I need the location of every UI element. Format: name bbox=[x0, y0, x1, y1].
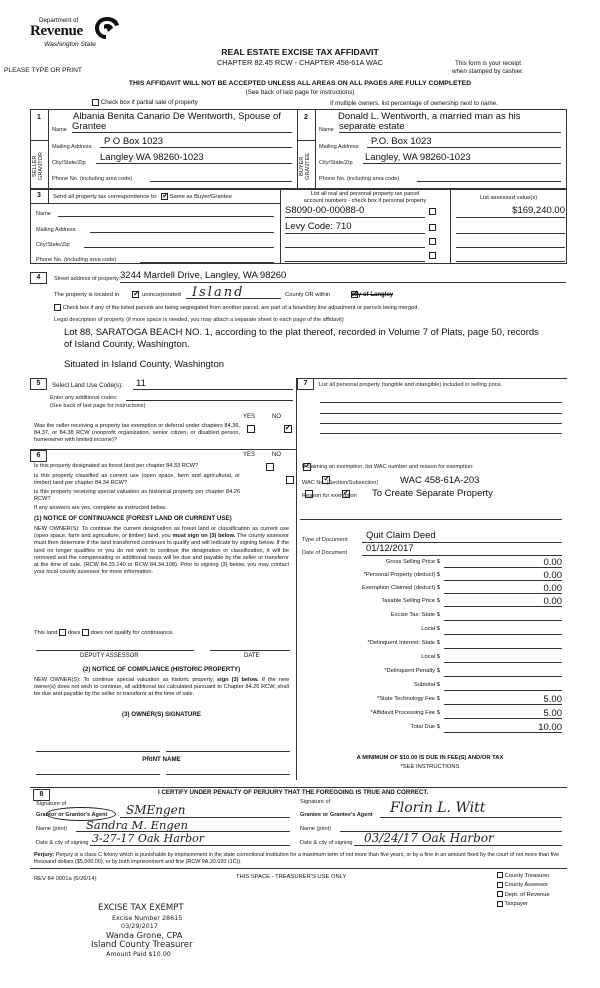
buyer-city-label: City/State/Zip bbox=[319, 160, 353, 166]
seller-mailing-value: P O Box 1023 bbox=[104, 136, 163, 147]
property-location-row bbox=[54, 287, 574, 301]
send-correspondence-label: Send all property tax correspondence to: bbox=[53, 194, 158, 201]
delinquent-interest-local-row: Local $ bbox=[300, 652, 562, 664]
logo-name-text: Revenue bbox=[30, 23, 83, 39]
completion-warning: THIS AFFIDAVIT WILL NOT BE ACCEPTED UNLESS ALL AREAS ON ALL PAGES ARE FULLY COMPLETED bbox=[128, 80, 472, 87]
sec5-exemption-question: Was the seller receiving a property tax exemption or deferral under chapters 84.36, 84.37, or 84.38 RCW (nonprofit organization, senior citizen, or disabled person, homeowner with limited income)? bbox=[34, 423, 240, 444]
personal-property-deduct-field[interactable]: 0.00 bbox=[444, 570, 562, 581]
exemption-extra-line[interactable] bbox=[300, 514, 562, 520]
affidavit-processing-fee-row: *Affidavit Processing Fee $ 5.00 bbox=[370, 708, 562, 719]
buyer-grantee-label: BUYER GRANTEE bbox=[299, 152, 311, 180]
additional-codes-field[interactable] bbox=[126, 391, 293, 401]
exemption-claimed-field[interactable]: 0.00 bbox=[444, 583, 562, 594]
delinquent-interest-state-row: *Delinquent Interest: State $ bbox=[300, 638, 562, 650]
street-address-field[interactable] bbox=[120, 270, 566, 283]
grantor-date-value: 3-27-17 Oak Harbor bbox=[92, 832, 204, 845]
grantor-signature-label-2: Grantor or Grantor's Agent bbox=[36, 812, 108, 818]
sec1-num-divider bbox=[30, 140, 48, 141]
doc-date-label: Date of Document bbox=[302, 550, 348, 556]
partial-sale-checkbox[interactable] bbox=[92, 99, 99, 106]
located-in-label: The property is located in bbox=[54, 292, 120, 298]
delinquent-interest-local-field[interactable] bbox=[444, 652, 562, 663]
affidavit-processing-fee-field[interactable]: 5.00 bbox=[444, 708, 562, 719]
exemption-claim-label: If claiming an exemption, list WAC number and reason for exemption: bbox=[302, 464, 474, 470]
personal-property-line-4[interactable] bbox=[320, 428, 562, 434]
grantor-name-label: Name (print) bbox=[36, 826, 68, 832]
parcel-row bbox=[285, 221, 565, 235]
corr-phone-label: Phone No. (including area code) bbox=[36, 257, 117, 263]
sec5-yes-header: YES bbox=[243, 414, 256, 420]
unincorporated-label: unincorporated bbox=[142, 292, 181, 298]
buyer-phone-field[interactable] bbox=[417, 172, 561, 182]
buyer-city-field[interactable] bbox=[363, 152, 561, 164]
dor-swirl-logo-icon bbox=[94, 16, 120, 40]
stamp-treasurer-name: Wanda Grone, CPA bbox=[106, 930, 183, 940]
form-title: REAL ESTATE EXCISE TAX AFFIDAVIT bbox=[221, 47, 379, 57]
does-not-qualify-checkbox[interactable] bbox=[82, 629, 89, 636]
exemption-reason-value[interactable]: To Create Separate Property bbox=[372, 488, 493, 499]
doc-type-value: Quit Claim Deed bbox=[366, 530, 436, 541]
legal-description-line2: of Island County, Washington. bbox=[64, 339, 190, 350]
copy-county-assessor-checkbox[interactable] bbox=[497, 882, 503, 888]
correspondence-option bbox=[53, 193, 232, 200]
sec1-side-divider bbox=[48, 109, 49, 189]
assessor-date-line[interactable] bbox=[210, 645, 290, 651]
seller-mailing-label: Mailing Address bbox=[52, 144, 92, 150]
personal-property-checkbox[interactable] bbox=[429, 238, 436, 245]
land-use-value: 11 bbox=[136, 378, 146, 389]
grantee-signature-field[interactable] bbox=[380, 800, 562, 818]
additional-codes-note: (See back of last page for instructions) bbox=[50, 403, 146, 409]
treasurer-stamp bbox=[88, 903, 228, 958]
section-1-number: 1 bbox=[37, 114, 41, 121]
county-or-within-label: County OR within bbox=[285, 292, 331, 298]
exemption-reason-label: Reason for exemption bbox=[302, 493, 357, 499]
sec6-no-header: NO bbox=[272, 452, 281, 458]
state-technology-fee-field[interactable]: 5.00 bbox=[444, 694, 562, 705]
treasurer-use-only: THIS SPACE - TREASURER'S USE ONLY bbox=[236, 874, 347, 880]
owner-signature-line-1[interactable] bbox=[36, 746, 160, 752]
seller-name-line1: Albania Benita Canario De Wentworth, Spouse of bbox=[73, 111, 281, 122]
parcel-header: List all real and personal property tax parcel account numbers - check box if personal property bbox=[303, 191, 427, 204]
sec5-no-checkbox[interactable] bbox=[284, 425, 292, 433]
gross-selling-price-row: Gross Selling Price $ 0.00 bbox=[385, 557, 562, 568]
parcel-row bbox=[285, 205, 565, 219]
section-2-number: 2 bbox=[304, 114, 308, 121]
personal-property-checkbox[interactable] bbox=[429, 252, 436, 259]
section-5-number: 5 bbox=[30, 378, 47, 390]
sec5-yes-checkbox[interactable] bbox=[247, 425, 255, 433]
section-8-number: 8 bbox=[33, 789, 50, 801]
same-as-buyer-checkbox[interactable] bbox=[161, 193, 168, 200]
wac-label: WAC No. (Section/Subsection) bbox=[302, 480, 379, 486]
does-not-label: does not qualify for continuance. bbox=[90, 630, 175, 637]
doc-type-label: Type of Document bbox=[302, 537, 348, 543]
partial-sale-label: Check box if partial sale of property bbox=[100, 99, 198, 107]
seller-mailing-field[interactable] bbox=[100, 136, 292, 148]
additional-codes-label: Enter any additional codes: bbox=[50, 395, 118, 401]
perjury-notice: Perjury: Perjury is a class C felony which is punishable by imprisonment in the state correctional institution for a maximum term of not more than five years, or by a fine in an amount fixed by the court of not more than five thousand dollars ($5,000.00), or by both imprisonment and fine (RCW 9A.20.020 (1C)). bbox=[34, 852, 559, 865]
corr-mailing-label: Mailing Address bbox=[36, 227, 76, 233]
sec2-num-divider bbox=[297, 140, 315, 141]
legal-description-line3: Situated in Island County, Washington bbox=[64, 359, 225, 370]
buyer-mailing-label: Mailing Address bbox=[319, 144, 359, 150]
grantor-date-label: Date & city of signing bbox=[36, 840, 89, 846]
same-as-buyer-label: Same as Buyer/Grantee bbox=[169, 194, 232, 201]
assessor-date-label: DATE bbox=[244, 653, 260, 659]
deputy-assessor-label: DEPUTY ASSESSOR bbox=[80, 653, 139, 659]
street-address-value: 3244 Mardell Drive, Langley, WA 98260 bbox=[120, 270, 287, 281]
section-6-number: 6 bbox=[30, 450, 47, 462]
copy-dept-revenue-checkbox[interactable] bbox=[497, 891, 503, 897]
seller-name-line2: Grantee bbox=[72, 121, 107, 132]
corr-city-field[interactable] bbox=[84, 238, 274, 248]
parcel-number-field[interactable]: S8090-00-00088-0 bbox=[285, 205, 425, 218]
personal-property-line-3[interactable] bbox=[320, 418, 562, 424]
logo-state-text: Washington State bbox=[44, 41, 96, 48]
delinquent-penalty-field[interactable] bbox=[444, 666, 562, 677]
grantor-date-field[interactable] bbox=[90, 833, 290, 846]
grantee-signature-label-1: Signature of bbox=[300, 799, 331, 805]
legal-description-label: Legal description of property (if more space is needed, you may attach a separate sheet to each page of the affidavit) bbox=[54, 317, 344, 323]
personal-property-checkbox[interactable] bbox=[429, 208, 436, 215]
section-3-number: 3 bbox=[37, 192, 41, 199]
copy-taxpayer[interactable]: Taxpayer bbox=[497, 900, 550, 909]
excise-tax-state-row: Excise Tax: State $ bbox=[300, 610, 562, 622]
wac-value[interactable]: WAC 458-61A-203 bbox=[400, 475, 480, 486]
doc-date-value: 01/12/2017 bbox=[366, 543, 414, 554]
instructions-note: (See back of last page for instructions) bbox=[245, 89, 355, 96]
sec5-bottom-line bbox=[30, 449, 297, 450]
doc-type-field[interactable] bbox=[362, 530, 562, 543]
city-label: city of Langley bbox=[351, 292, 394, 298]
excise-tax-state-field[interactable] bbox=[444, 610, 562, 621]
deputy-assessor-signature-line[interactable] bbox=[36, 645, 194, 651]
total-due-row: Total Due $ 10.00 bbox=[410, 722, 562, 733]
sec7-top-line bbox=[297, 378, 567, 379]
street-address-label: Street address of property: bbox=[54, 276, 121, 282]
seller-phone-label: Phone No. (including area code) bbox=[52, 176, 133, 182]
segregated-option[interactable] bbox=[54, 304, 419, 311]
section-8-frame bbox=[30, 787, 567, 788]
see-instructions-note: *SEE INSTRUCTIONS bbox=[400, 764, 460, 770]
notice-continuance-title: (1) NOTICE OF CONTINUANCE (FOREST LAND OR CURRENT USE) bbox=[34, 515, 232, 522]
grantor-name-value: Sandra M. Engen bbox=[86, 818, 188, 832]
sec3-header-divider bbox=[30, 203, 280, 204]
notice-compliance-text: NEW OWNER(S): To continue special valuation as historic property, sign (3) below. If the new owner(s) does not wish to continue, all additional tax calculated pursuant to Chapter 84.26 RCW, shall be due and payable by the seller or transferor at the time of sale. bbox=[34, 677, 289, 698]
buyer-name-field[interactable] bbox=[339, 121, 561, 133]
parcel-row bbox=[285, 251, 565, 263]
owner-signature-title: (3) OWNER(S) SIGNATURE bbox=[122, 711, 201, 718]
assessed-value-field[interactable] bbox=[456, 251, 565, 262]
grantee-name-label: Name (print) bbox=[300, 826, 332, 832]
copy-taxpayer-checkbox[interactable] bbox=[497, 901, 503, 907]
stamp-date: 03/29/2017 bbox=[121, 922, 158, 930]
seller-name-field[interactable] bbox=[72, 121, 292, 133]
print-name-label: PRINT NAME bbox=[142, 756, 181, 763]
unincorporated-checkbox[interactable] bbox=[132, 291, 139, 298]
corr-mailing-field[interactable] bbox=[90, 223, 274, 233]
does-qualify-checkbox[interactable] bbox=[59, 629, 66, 636]
grantor-name-field[interactable] bbox=[76, 819, 290, 832]
sec6-yes-header: YES bbox=[243, 452, 256, 458]
receipt-note-1: This form is your receipt bbox=[455, 60, 522, 67]
legal-description-line1: Lot 88, SARATOGA BEACH NO. 1, according to the plat thereof, recorded in Volume 7 of Plats, page 50, records bbox=[64, 327, 539, 338]
buyer-mailing-value: P.O. Box 1023 bbox=[371, 136, 432, 147]
grantee-signature-label-2: Grantee or Grantee's Agent bbox=[300, 812, 373, 818]
personal-property-checkbox[interactable] bbox=[429, 224, 436, 231]
buyer-name-label: Name bbox=[319, 127, 334, 133]
excise-tax-local-row: Local $ bbox=[300, 624, 562, 636]
copy-county-treasurer[interactable]: County Treasurer bbox=[497, 872, 550, 881]
notice-compliance-title: (2) NOTICE OF COMPLIANCE (HISTORIC PROPERTY) bbox=[82, 666, 241, 673]
assessed-value-field[interactable]: $169,240.00 bbox=[456, 205, 565, 218]
grantor-signature-label-1: Signature of bbox=[36, 801, 67, 807]
excise-tax-local-field[interactable] bbox=[444, 624, 562, 635]
stamp-amount-paid: Amount Paid $10.00 bbox=[106, 950, 171, 958]
personal-property-line-1[interactable] bbox=[320, 397, 562, 403]
buyer-phone-label: Phone No. (including area code) bbox=[319, 176, 400, 182]
minimum-due-note: A MINIMUM OF $10.00 IS DUE IN FEE(S) AND/OR TAX bbox=[356, 755, 504, 761]
owner-signature-line-2[interactable] bbox=[166, 746, 290, 752]
county-field[interactable] bbox=[186, 287, 281, 299]
parties-divider bbox=[297, 109, 298, 189]
corr-name-field[interactable] bbox=[58, 207, 274, 217]
dor-logo bbox=[30, 16, 102, 56]
footer-divider bbox=[30, 868, 567, 869]
seller-city-field[interactable] bbox=[96, 152, 292, 164]
total-due-field[interactable]: 10.00 bbox=[444, 722, 562, 733]
grantor-signature-value: SMEngen bbox=[126, 803, 186, 817]
copy-county-treasurer-checkbox[interactable] bbox=[497, 872, 503, 878]
parcel-number-field[interactable] bbox=[285, 237, 425, 248]
sec3-divider-a bbox=[280, 189, 281, 264]
corr-name-label: Name bbox=[36, 211, 51, 217]
seller-grantor-label: SELLER GRANTOR bbox=[32, 152, 44, 180]
parcel-number-field[interactable]: Levy Code: 710 bbox=[285, 221, 425, 234]
buyer-name-line2: separate estate bbox=[339, 121, 405, 132]
print-name-line-1[interactable] bbox=[36, 769, 160, 775]
gross-selling-price-field[interactable]: 0.00 bbox=[444, 557, 562, 568]
personal-property-line-2[interactable] bbox=[320, 408, 562, 414]
parcel-number-field[interactable] bbox=[285, 251, 425, 262]
doc-date-field[interactable] bbox=[362, 543, 562, 556]
county-value: Island bbox=[192, 285, 245, 300]
copy-dept-revenue[interactable]: Dept. of Revenue bbox=[497, 891, 550, 900]
partial-sale-option[interactable] bbox=[92, 99, 198, 106]
receipt-note-2: when stamped by cashier. bbox=[452, 68, 524, 75]
subtotal-field[interactable] bbox=[444, 680, 562, 691]
buyer-name-line1: Donald L. Wentworth, a married man as his bbox=[338, 111, 521, 122]
sec2-side-divider bbox=[315, 109, 316, 189]
does-label: does bbox=[67, 630, 81, 637]
taxable-selling-price-row: Taxable Selling Price $ 0.00 bbox=[381, 596, 562, 607]
this-land-label: This land bbox=[34, 630, 58, 637]
form-subtitle: CHAPTER 82.45 RCW - CHAPTER 458-61A WAC bbox=[216, 58, 384, 67]
corr-city-label: City/State/Zip bbox=[36, 242, 70, 248]
current-use-yes-checkbox[interactable] bbox=[286, 476, 294, 484]
print-name-line-2[interactable] bbox=[166, 769, 290, 775]
delinquent-penalty-row: *Delinquent Penalty $ bbox=[300, 666, 562, 678]
multiple-owners-note: If multiple owners, list percentage of ownership next to name. bbox=[330, 100, 498, 107]
historic-question: Is this property receiving special valuation as historical property per chapter 84.26 RCW? bbox=[34, 489, 240, 503]
sec3-num-divider bbox=[48, 189, 49, 203]
segregated-label: Check box if any of the listed parcels are being segregated from another parcel, are part of a boundary line adjustment or parcels being merged. bbox=[62, 304, 419, 311]
land-use-field[interactable] bbox=[133, 378, 293, 390]
grantee-signature-value: Florin L. Witt bbox=[390, 800, 486, 816]
subtotal-row: Subtotal $ bbox=[300, 680, 562, 692]
copy-distribution-list bbox=[497, 872, 550, 910]
seller-name-label: Name bbox=[52, 127, 67, 133]
buyer-mailing-field[interactable] bbox=[367, 136, 561, 148]
grantee-date-value: 03/24/17 Oak Harbor bbox=[364, 831, 494, 845]
forest-land-yes-checkbox[interactable] bbox=[266, 463, 274, 471]
corr-phone-field[interactable] bbox=[140, 253, 274, 263]
copy-county-assessor[interactable]: County Assessor bbox=[497, 881, 550, 890]
if-yes-note: If any answers are yes, complete as instructed below. bbox=[34, 505, 167, 511]
land-use-label: Select Land Use Code(s): bbox=[52, 382, 123, 389]
seller-phone-field[interactable] bbox=[150, 172, 292, 182]
exemption-claimed-row: Exemption Claimed (deduct) $ 0.00 bbox=[362, 583, 562, 594]
grantor-signature-field[interactable] bbox=[120, 804, 290, 818]
personal-property-label: List all personal property (tangible and intangible) included in selling price. bbox=[319, 382, 503, 388]
perjury-certification: I CERTIFY UNDER PENALTY OF PERJURY THAT THE FOREGOING IS TRUE AND CORRECT. bbox=[158, 789, 429, 796]
stamp-title: EXCISE TAX EXEMPT bbox=[98, 903, 184, 913]
stamp-treasurer-title: Island County Treasurer bbox=[91, 940, 193, 950]
delinquent-interest-state-field[interactable] bbox=[444, 638, 562, 649]
buyer-city-value: Langley, WA 98260-1023 bbox=[365, 152, 471, 163]
grantee-date-label: Date & city of signing bbox=[300, 840, 353, 846]
assessed-value-field[interactable] bbox=[456, 237, 565, 248]
taxable-selling-price-field[interactable]: 0.00 bbox=[444, 596, 562, 607]
state-technology-fee-row: *State Technology Fee $ 5.00 bbox=[376, 694, 562, 705]
seller-city-value: Langley WA 98260-1023 bbox=[100, 152, 204, 163]
section-7-number: 7 bbox=[297, 378, 314, 390]
parcel-row bbox=[285, 237, 565, 249]
section-4-number: 4 bbox=[30, 272, 47, 284]
personal-property-deduct-row: *Personal Property (deduct) $ 0.00 bbox=[363, 570, 562, 581]
grantee-date-field[interactable] bbox=[354, 831, 562, 846]
logo-dept-text: Department of bbox=[39, 17, 79, 24]
forest-land-question: Is this property designated as forest land per chapter 84.33 RCW? bbox=[34, 463, 199, 469]
notice-continuance-text: NEW OWNER(S): To continue the current designation as forest land or classification as current use (open space, farm and agriculture, or timber) land, you must sign on (3) below. The county assessor must then determine if the land transferred continues to qualify and will indicate by signing below. If the land no longer qualifies or you do not wish to continue the designation or classification, it will be removed and the compensating or additional taxes will be due and payable by the seller or transferor at the time of sale. (RCW 84.33.140 or RCW 84.34.108). Prior to signing (3) below, you may contact your local county assessor for more information. bbox=[34, 526, 289, 576]
segregated-checkbox[interactable] bbox=[54, 304, 61, 311]
assessed-value-field[interactable] bbox=[456, 221, 565, 234]
form-id: REV 84 0001a (6/26/14) bbox=[34, 876, 97, 882]
seller-city-label: City/State/Zip bbox=[52, 160, 86, 166]
please-type-label: PLEASE TYPE OR PRINT bbox=[4, 67, 82, 74]
current-use-question: Is this property classified as current use (open space, farm and agricultural, or timber) land per chapter 84.34 RCW? bbox=[34, 473, 240, 487]
stamp-excise-number: Excise Number 28615 bbox=[112, 914, 183, 922]
assessed-header: List assessed value(s) bbox=[479, 195, 538, 201]
continuance-determination bbox=[34, 629, 174, 636]
sec5-no-header: NO bbox=[272, 414, 281, 420]
